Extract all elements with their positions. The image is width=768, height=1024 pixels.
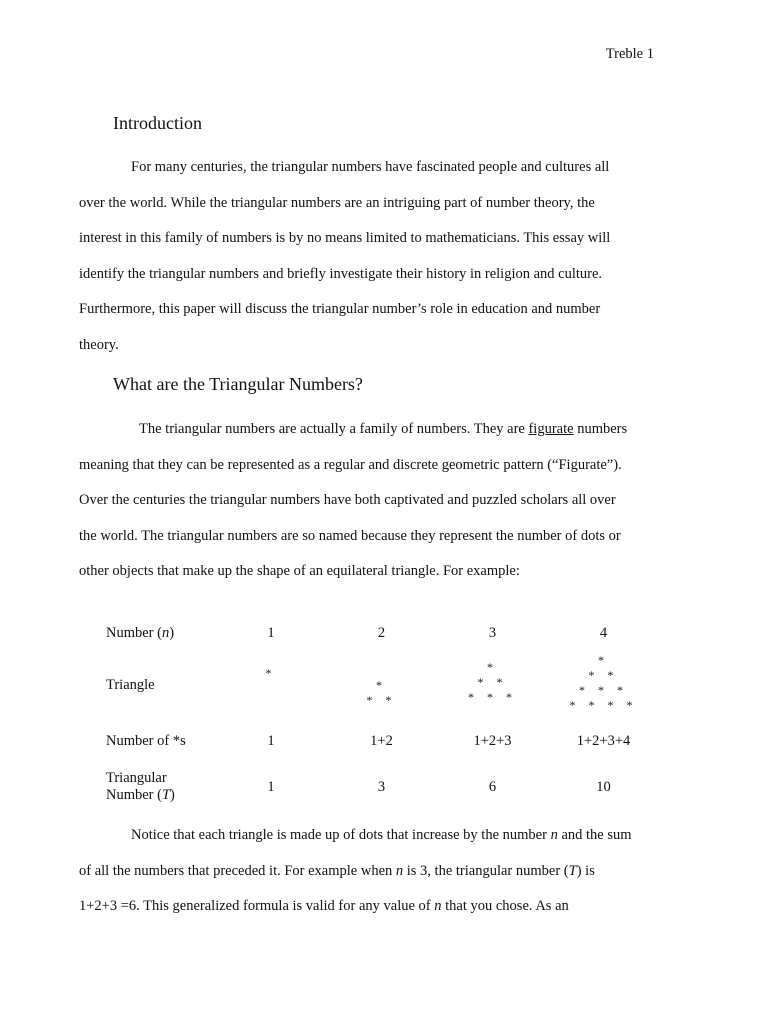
text-line: Notice that each triangle is made up of dots that increase by the number n and the sum	[131, 827, 632, 843]
row-label-triangle: Triangle	[106, 676, 155, 693]
cell-sum-1: 1	[267, 732, 275, 749]
cell-triangle-3	[437, 650, 548, 720]
text-line: Furthermore, this paper will discuss the triangular number’s role in education and number	[79, 301, 601, 318]
text-line: identify the triangular numbers and briefly investigate their history in religion and culture.	[79, 265, 603, 282]
star-pattern: * * * * * * * * * *	[569, 652, 638, 712]
text-line: over the world. While the triangular numbers are an intriguing part of number theory, the	[79, 194, 595, 211]
star-pattern: *	[265, 665, 277, 680]
cell-triangle-4	[548, 650, 659, 720]
cell-n-1: 1	[267, 624, 275, 641]
text-line: 1+2+3 =6. This generalized formula is valid for any value of n that you chose. As an	[79, 898, 569, 915]
row-label-number-of-stars: Number of *s	[106, 732, 186, 749]
star-pattern: * * * * * *	[468, 660, 517, 704]
cell-triangle-1	[216, 650, 326, 720]
text-span: The triangular numbers are actually a family of numbers. They are	[139, 421, 529, 437]
heading-what-are: What are the Triangular Numbers?	[113, 374, 363, 394]
cell-sum-3: 1+2+3	[473, 732, 512, 749]
cell-t-4: 10	[596, 778, 611, 795]
text-line: theory.	[79, 336, 119, 353]
cell-t-2: 3	[377, 778, 386, 795]
cell-triangle-2	[326, 650, 437, 720]
table-row	[106, 650, 659, 720]
star-pattern: * * *	[366, 677, 397, 707]
table-row	[106, 616, 659, 650]
intro-paragraph	[79, 150, 669, 364]
cell-sum-4: 1+2+3+4	[576, 732, 631, 749]
text-line: interest in this family of numbers is by no means limited to mathematicians. This essay will	[79, 230, 611, 247]
running-head: Treble 1	[605, 46, 654, 62]
cell-n-3: 3	[488, 624, 497, 641]
cell-t-3: 6	[488, 778, 497, 795]
text-line: of all the numbers that preceded it. For example when n is 3, the triangular number (T) is	[79, 862, 595, 879]
cell-t-1: 1	[267, 778, 275, 795]
cell-n-2: 2	[377, 624, 386, 641]
cell-sum-2: 1+2	[370, 732, 393, 749]
text-line: other objects that make up the shape of an equilateral triangle. For example:	[79, 563, 520, 580]
row-label-triangular-number: Triangular Number (T)	[106, 770, 175, 803]
text-line: the world. The triangular numbers are so named because they represent the number of dots or	[79, 527, 621, 544]
row-label-number: Number (n)	[106, 624, 175, 641]
figurate-underlined: figurate	[528, 421, 574, 437]
table-row	[106, 720, 659, 762]
notice-paragraph	[79, 818, 669, 925]
what-paragraph	[79, 412, 669, 590]
text-line	[79, 412, 669, 448]
text-span: numbers	[573, 421, 628, 437]
text-line: meaning that they can be represented as a regular and discrete geometric pattern (“Figurate”).	[79, 456, 622, 473]
table-row	[106, 762, 659, 812]
text-line: For many centuries, the triangular numbers have fascinated people and cultures all	[131, 159, 610, 175]
triangular-numbers-table	[106, 616, 659, 812]
heading-introduction: Introduction	[113, 113, 202, 133]
text-line: Over the centuries the triangular numbers have both captivated and puzzled scholars all over	[79, 492, 616, 509]
cell-n-4: 4	[599, 624, 608, 641]
